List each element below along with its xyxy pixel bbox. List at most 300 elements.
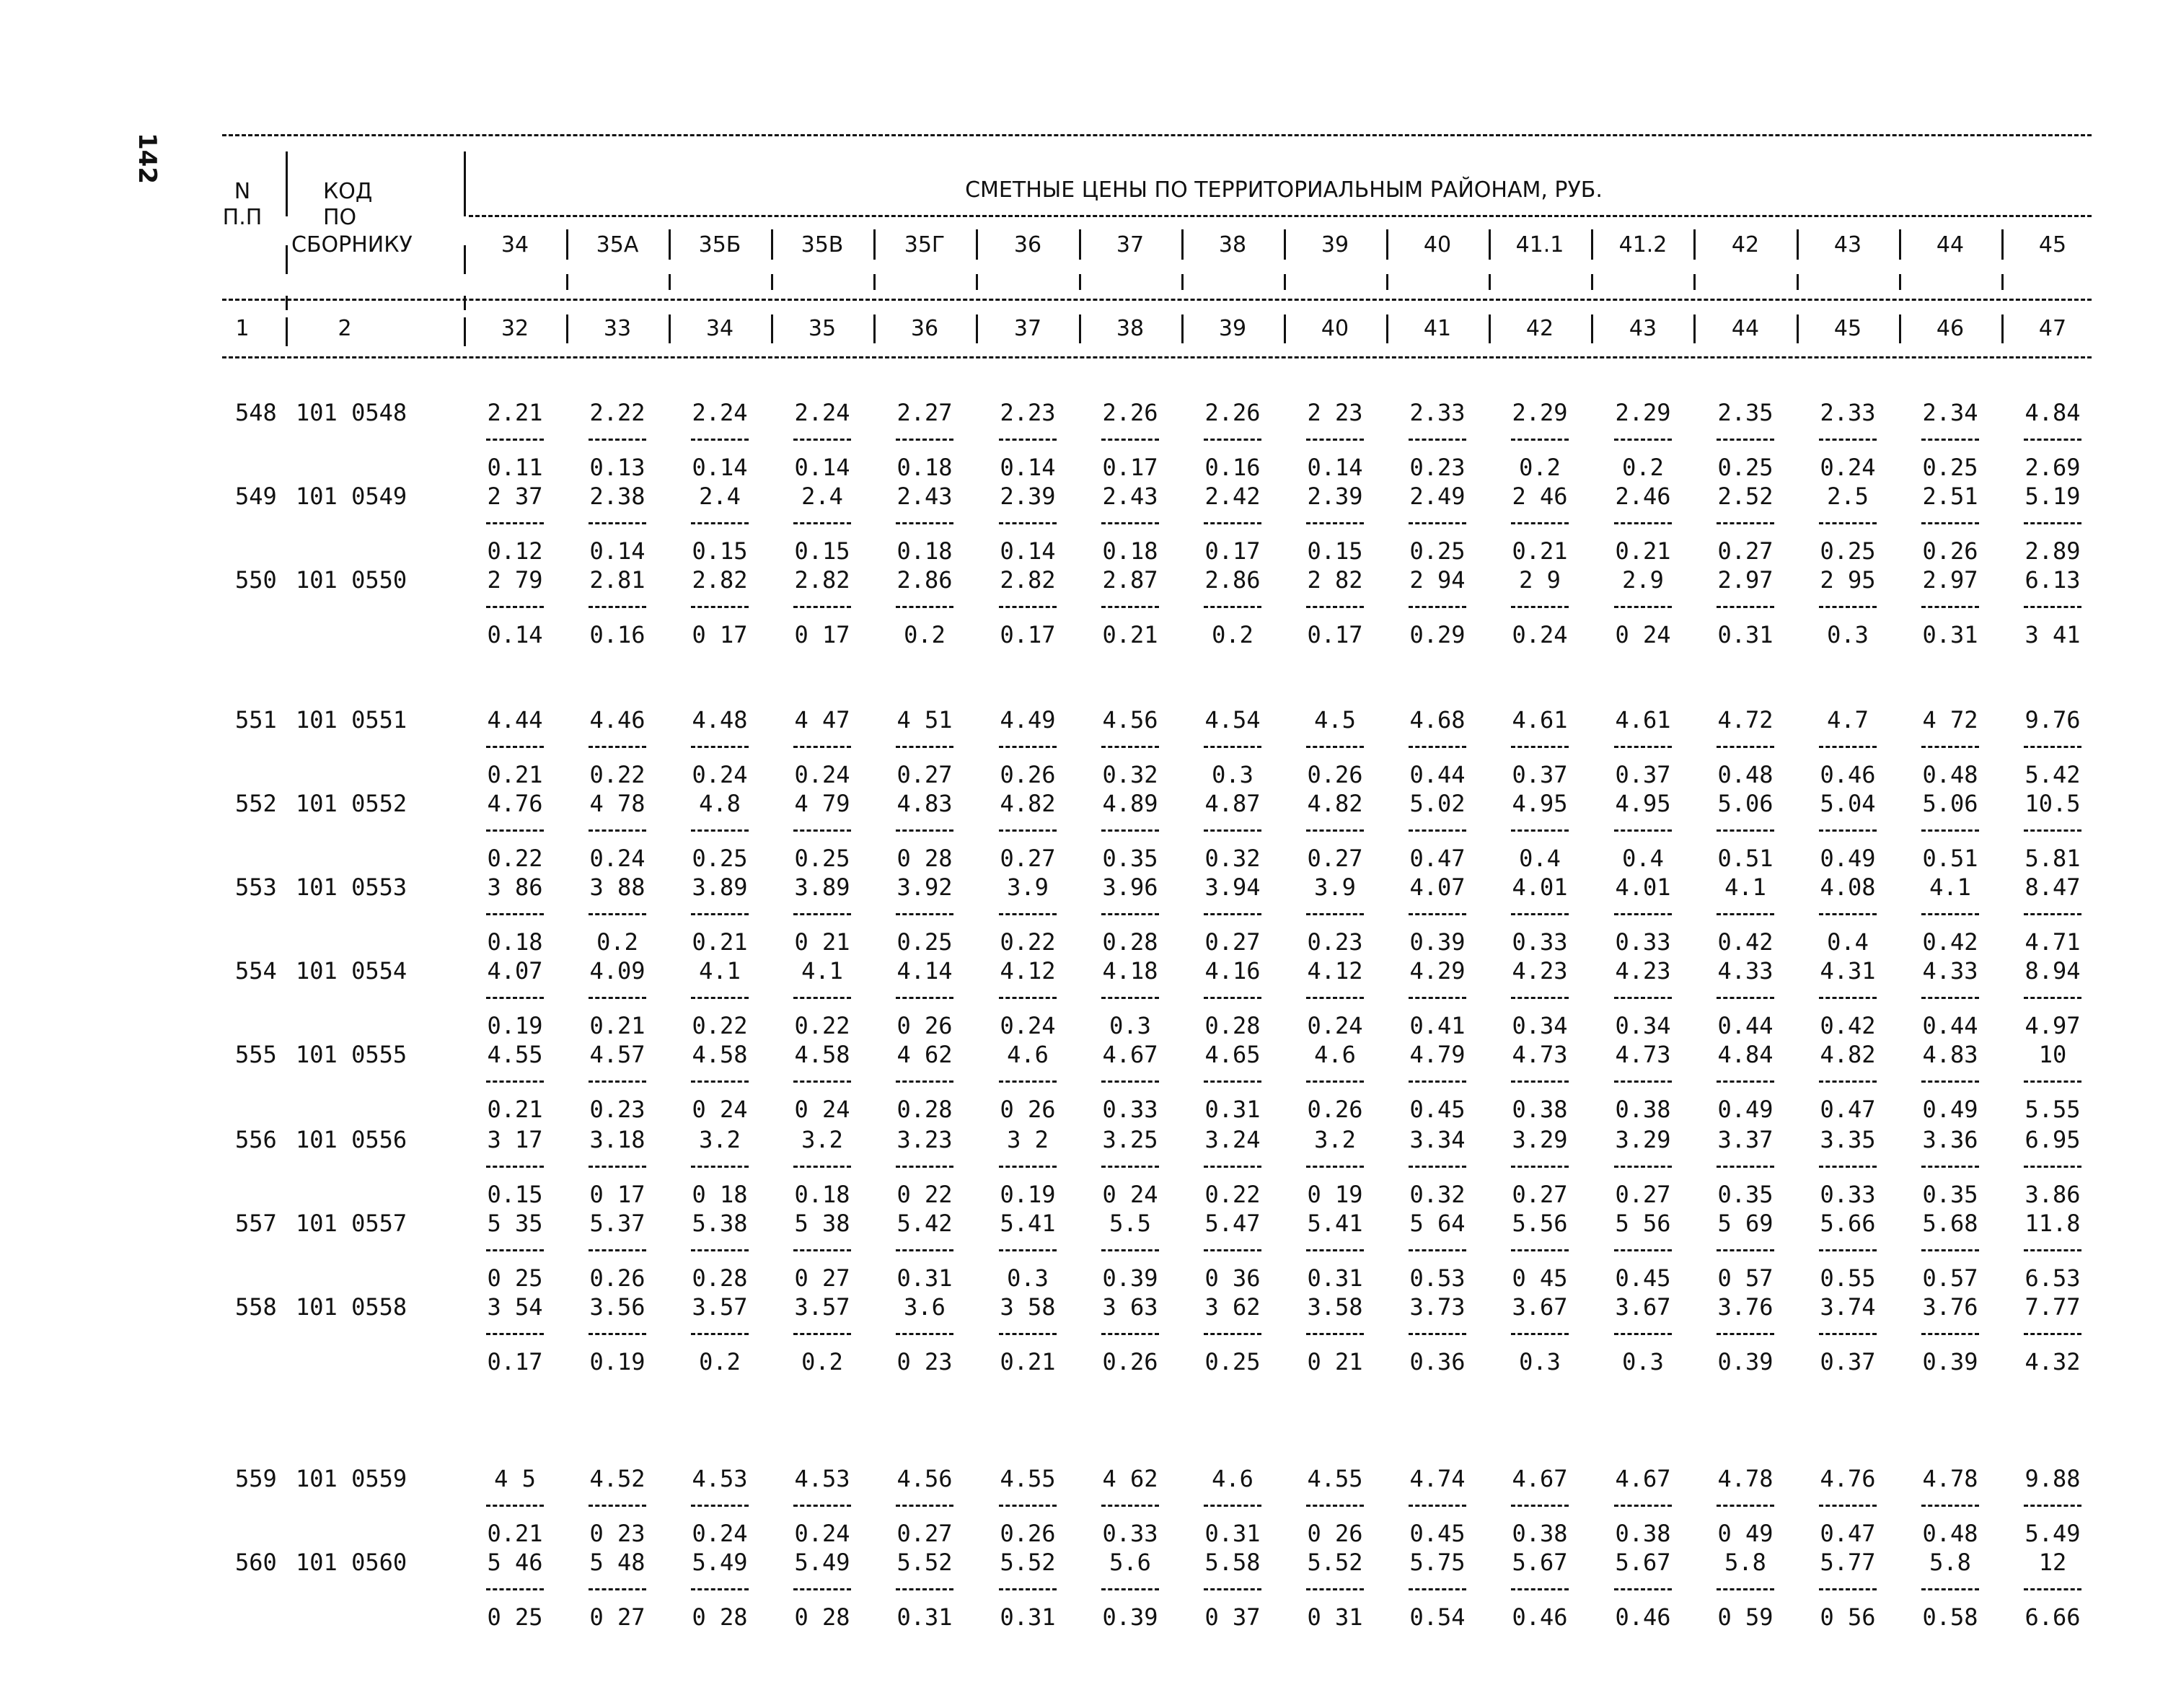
page-number: 142 [133, 133, 162, 184]
price-top: 5.42 [896, 1210, 953, 1237]
header-mid-rule [222, 299, 2092, 301]
fraction-line [1614, 1166, 1672, 1168]
fraction-line [1511, 1333, 1569, 1335]
fraction-line [793, 1588, 851, 1590]
price-top: 2.42 [1204, 483, 1261, 510]
price-bottom: 0.17 [1000, 621, 1056, 648]
price-bottom: 0.49 [1922, 1096, 1978, 1123]
price-bottom: 0 24 [794, 1096, 850, 1123]
price-top: 3.9 [1314, 873, 1356, 901]
price-top: 3.36 [1922, 1126, 1978, 1153]
fraction-line [1921, 1080, 1979, 1083]
price-top: 4.23 [1615, 957, 1671, 985]
fraction-line [896, 606, 953, 608]
fraction-line [1409, 1080, 1466, 1083]
fraction-line [896, 1588, 953, 1590]
price-top: 3.73 [1409, 1293, 1466, 1321]
price-bottom: 0.24 [692, 761, 748, 788]
price-bottom: 0.31 [896, 1264, 953, 1292]
fraction-line [1306, 1166, 1364, 1168]
price-bottom: 0 17 [794, 621, 850, 648]
fraction-line [589, 746, 646, 748]
price-bottom: 0.47 [1409, 845, 1466, 872]
fraction-line [589, 829, 646, 832]
price-bottom: 0.25 [1717, 454, 1774, 481]
column-separator [464, 296, 466, 310]
fraction-line [1204, 1080, 1261, 1083]
price-bottom: 0 24 [1615, 621, 1671, 648]
fraction-line [1101, 1166, 1159, 1168]
fraction-line [1511, 522, 1569, 524]
price-bottom: 0.38 [1512, 1096, 1568, 1123]
row-code: 101 0557 [296, 1210, 407, 1237]
price-top: 2.51 [1922, 483, 1978, 510]
price-top: 2 95 [1820, 566, 1876, 594]
price-bottom: 0.25 [692, 845, 748, 872]
price-bottom: 0.22 [1000, 928, 1056, 956]
price-bottom: 0.17 [1102, 454, 1158, 481]
price-bottom: 0.28 [896, 1096, 953, 1123]
header-n-label: N [234, 179, 251, 204]
fraction-line [486, 1249, 544, 1251]
price-top: 12 [2038, 1549, 2067, 1576]
price-bottom: 0.26 [1307, 761, 1363, 788]
price-top: 4.72 [1717, 706, 1774, 734]
fraction-line [1614, 829, 1672, 832]
price-top: 4.08 [1820, 873, 1876, 901]
price-top: 2.52 [1717, 483, 1774, 510]
price-top: 2.33 [1409, 399, 1466, 426]
fraction-line [486, 1588, 544, 1590]
price-top: 3 2 [1007, 1126, 1049, 1153]
price-top: 5.56 [1512, 1210, 1568, 1237]
fraction-line [1717, 1588, 1774, 1590]
price-top: 5.58 [1204, 1549, 1261, 1576]
price-top: 2 9 [1519, 566, 1561, 594]
column-separator [1797, 274, 1799, 290]
column-separator [2001, 314, 2004, 343]
column-separator [464, 317, 466, 346]
price-top: 4.65 [1204, 1041, 1261, 1068]
price-top: 2.5 [1827, 483, 1869, 510]
district-header: 35А [596, 232, 639, 257]
fraction-line [1921, 1588, 1979, 1590]
price-top: 5.47 [1204, 1210, 1261, 1237]
price-bottom: 0.54 [1409, 1603, 1466, 1631]
price-bottom: 0.32 [1409, 1181, 1466, 1208]
price-top: 4.46 [589, 706, 646, 734]
price-top: 4.73 [1615, 1041, 1671, 1068]
row-code: 101 0560 [296, 1549, 407, 1576]
column-separator [873, 229, 876, 260]
price-bottom: 0.39 [1409, 928, 1466, 956]
price-bottom: 0.2 [596, 928, 638, 956]
fraction-line [691, 1505, 749, 1507]
column-separator [1797, 229, 1799, 260]
column-separator [976, 274, 978, 290]
price-top: 5.5 [1109, 1210, 1151, 1237]
price-top: 4.55 [487, 1041, 543, 1068]
fraction-line [1204, 746, 1261, 748]
fraction-line [1306, 606, 1364, 608]
price-top: 4.78 [1922, 1465, 1978, 1492]
price-top: 4.6 [1212, 1465, 1253, 1492]
price-bottom: 5.81 [2024, 845, 2081, 872]
fraction-line [1614, 1080, 1672, 1083]
fraction-line [1409, 1166, 1466, 1168]
fraction-line [999, 1166, 1057, 1168]
column-separator [1284, 314, 1286, 343]
district-header: 35Г [904, 232, 946, 257]
fraction-line [1101, 606, 1159, 608]
price-bottom: 0.25 [1922, 454, 1978, 481]
price-bottom: 0.46 [1820, 761, 1876, 788]
fraction-line [1306, 1249, 1364, 1251]
district-header: 40 [1423, 232, 1452, 257]
price-bottom: 0 18 [692, 1181, 748, 1208]
price-bottom: 0.14 [487, 621, 543, 648]
price-bottom: 0.33 [1102, 1520, 1158, 1547]
price-top: 3.2 [699, 1126, 741, 1153]
price-bottom: 0.31 [1717, 621, 1774, 648]
column-separator [1284, 274, 1286, 290]
price-top: 5 69 [1717, 1210, 1774, 1237]
price-top: 5.8 [1929, 1549, 1971, 1576]
price-top: 5 56 [1615, 1210, 1671, 1237]
fraction-line [793, 746, 851, 748]
fraction-line [896, 913, 953, 915]
fraction-line [793, 1080, 851, 1083]
price-bottom: 0.51 [1717, 845, 1774, 872]
price-top: 4.82 [1820, 1041, 1876, 1068]
price-top: 2 23 [1307, 399, 1363, 426]
price-bottom: 2.89 [2024, 537, 2081, 565]
fraction-line [999, 1249, 1057, 1251]
price-bottom: 0.14 [692, 454, 748, 481]
fraction-line [1614, 913, 1672, 915]
row-code: 101 0552 [296, 790, 407, 817]
fraction-line [1921, 829, 1979, 832]
price-top: 4 47 [794, 706, 850, 734]
index-cell: 33 [603, 316, 632, 341]
price-bottom: 0 22 [896, 1181, 953, 1208]
fraction-line [793, 997, 851, 999]
fraction-line [1204, 606, 1261, 608]
price-bottom: 0.31 [1922, 621, 1978, 648]
price-top: 4.48 [692, 706, 748, 734]
fraction-line [486, 829, 544, 832]
fraction-line [999, 997, 1057, 999]
price-bottom: 0.2 [1212, 621, 1253, 648]
price-bottom: 0 26 [1307, 1520, 1363, 1547]
price-bottom: 0.33 [1512, 928, 1568, 956]
column-separator [873, 274, 876, 290]
index-cell: 37 [1013, 316, 1042, 341]
price-top: 3 62 [1204, 1293, 1261, 1321]
fraction-line [2024, 913, 2081, 915]
price-bottom: 0.24 [692, 1520, 748, 1547]
fraction-line [691, 1249, 749, 1251]
price-bottom: 0.35 [1717, 1181, 1774, 1208]
price-bottom: 0.21 [1512, 537, 1568, 565]
fraction-line [793, 1505, 851, 1507]
fraction-line [1819, 1333, 1877, 1335]
header-code-label: КОД [323, 179, 373, 204]
price-bottom: 0.2 [699, 1348, 741, 1375]
price-bottom: 0 17 [589, 1181, 646, 1208]
price-top: 5 46 [487, 1549, 543, 1576]
fraction-line [1717, 913, 1774, 915]
fraction-line [1409, 439, 1466, 441]
price-top: 4.8 [699, 790, 741, 817]
fraction-line [2024, 1080, 2081, 1083]
price-bottom: 0.45 [1615, 1264, 1671, 1292]
price-bottom: 0.39 [1102, 1603, 1158, 1631]
price-bottom: 0.33 [1820, 1181, 1876, 1208]
district-header: 39 [1321, 232, 1349, 257]
price-bottom: 0.27 [1307, 845, 1363, 872]
fraction-line [1819, 913, 1877, 915]
price-bottom: 0.25 [896, 928, 953, 956]
price-top: 4.01 [1615, 873, 1671, 901]
column-separator [976, 314, 978, 343]
fraction-line [999, 1080, 1057, 1083]
price-bottom: 0 56 [1820, 1603, 1876, 1631]
fraction-line [1511, 1080, 1569, 1083]
price-bottom: 0.15 [487, 1181, 543, 1208]
price-bottom: 0.38 [1512, 1520, 1568, 1547]
fraction-line [793, 1166, 851, 1168]
price-bottom: 0.36 [1409, 1348, 1466, 1375]
row-number: 553 [235, 873, 277, 901]
fraction-line [1204, 439, 1261, 441]
column-separator [1079, 274, 1081, 290]
price-top: 4.16 [1204, 957, 1261, 985]
fraction-line [896, 829, 953, 832]
price-top: 2.9 [1622, 566, 1664, 594]
fraction-line [589, 997, 646, 999]
fraction-line [896, 1080, 953, 1083]
fraction-line [486, 913, 544, 915]
price-top: 4.23 [1512, 957, 1568, 985]
price-top: 4.84 [2024, 399, 2081, 426]
price-top: 3.29 [1615, 1126, 1671, 1153]
column-separator [464, 151, 466, 216]
price-bottom: 0.46 [1512, 1603, 1568, 1631]
fraction-line [691, 1333, 749, 1335]
fraction-line [2024, 606, 2081, 608]
fraction-line [1204, 829, 1261, 832]
index-cell: 46 [1936, 316, 1965, 341]
fraction-line [1819, 1505, 1877, 1507]
price-bottom: 0.51 [1922, 845, 1978, 872]
price-bottom: 0.27 [896, 1520, 953, 1547]
price-bottom: 0.21 [1102, 621, 1158, 648]
price-bottom: 3.86 [2024, 1181, 2081, 1208]
price-bottom: 0.48 [1922, 761, 1978, 788]
price-bottom: 0.3 [1007, 1264, 1049, 1292]
row-number: 556 [235, 1126, 277, 1153]
price-top: 2.29 [1512, 399, 1568, 426]
fraction-line [1204, 997, 1261, 999]
price-top: 4.7 [1827, 706, 1869, 734]
price-bottom: 0 27 [794, 1264, 850, 1292]
index-cell: 38 [1116, 316, 1145, 341]
fraction-line [2024, 1166, 2081, 1168]
price-top: 2.86 [896, 566, 953, 594]
fraction-line [1921, 1166, 1979, 1168]
price-top: 3.2 [801, 1126, 843, 1153]
price-top: 5.68 [1922, 1210, 1978, 1237]
fraction-line [1921, 606, 1979, 608]
fraction-line [1717, 746, 1774, 748]
price-bottom: 0 25 [487, 1264, 543, 1292]
price-top: 5.6 [1109, 1549, 1151, 1576]
fraction-line [486, 1080, 544, 1083]
price-top: 2.4 [699, 483, 741, 510]
fraction-line [1101, 746, 1159, 748]
price-bottom: 0.31 [1000, 1603, 1056, 1631]
price-top: 4.87 [1204, 790, 1261, 817]
fraction-line [1819, 829, 1877, 832]
price-top: 3.57 [692, 1293, 748, 1321]
index-cell: 44 [1731, 316, 1760, 341]
index-cell: 43 [1629, 316, 1657, 341]
price-bottom: 0 24 [1102, 1181, 1158, 1208]
price-top: 2.24 [794, 399, 850, 426]
price-bottom: 0 45 [1512, 1264, 1568, 1292]
price-bottom: 0.39 [1922, 1348, 1978, 1375]
district-header: 36 [1013, 232, 1042, 257]
fraction-line [1204, 1249, 1261, 1251]
price-top: 4 5 [494, 1465, 536, 1492]
price-top: 4.67 [1102, 1041, 1158, 1068]
price-bottom: 0 31 [1307, 1603, 1363, 1631]
price-bottom: 0.37 [1820, 1348, 1876, 1375]
fraction-line [1921, 1505, 1979, 1507]
price-bottom: 0.14 [794, 454, 850, 481]
row-number: 549 [235, 483, 277, 510]
price-bottom: 0 19 [1307, 1181, 1363, 1208]
fraction-line [2024, 997, 2081, 999]
fraction-line [1409, 1333, 1466, 1335]
column-separator [1489, 229, 1491, 260]
fraction-line [1409, 829, 1466, 832]
fraction-line [1511, 439, 1569, 441]
price-bottom: 0.27 [1000, 845, 1056, 872]
price-top: 5 64 [1409, 1210, 1466, 1237]
price-bottom: 0 21 [794, 928, 850, 956]
price-top: 3.57 [794, 1293, 850, 1321]
fraction-line [1717, 1166, 1774, 1168]
price-top: 4.31 [1820, 957, 1876, 985]
fraction-line [486, 746, 544, 748]
price-top: 2.27 [896, 399, 953, 426]
fraction-line [896, 746, 953, 748]
fraction-line [691, 1080, 749, 1083]
price-top: 5.02 [1409, 790, 1466, 817]
price-bottom: 0.25 [794, 845, 850, 872]
price-top: 4.12 [1000, 957, 1056, 985]
price-top: 4.01 [1512, 873, 1568, 901]
index-cell: 32 [501, 316, 529, 341]
price-top: 2.24 [692, 399, 748, 426]
price-top: 2.29 [1615, 399, 1671, 426]
row-code: 101 0555 [296, 1041, 407, 1068]
district-header: 41.2 [1618, 232, 1667, 257]
fraction-line [999, 1505, 1057, 1507]
price-top: 3 86 [487, 873, 543, 901]
price-bottom: 0.15 [794, 537, 850, 565]
price-bottom: 0.35 [1922, 1181, 1978, 1208]
price-top: 3.56 [589, 1293, 646, 1321]
price-top: 4.67 [1615, 1465, 1671, 1492]
row-code: 101 0556 [296, 1126, 407, 1153]
fraction-line [1614, 606, 1672, 608]
header-top-rule [222, 134, 2092, 136]
fraction-line [1409, 746, 1466, 748]
price-bottom: 0.17 [487, 1348, 543, 1375]
price-bottom: 0 27 [589, 1603, 646, 1631]
column-separator [1489, 314, 1491, 343]
price-top: 2 79 [487, 566, 543, 594]
price-top: 4.61 [1615, 706, 1671, 734]
fraction-line [1819, 1080, 1877, 1083]
column-separator [286, 245, 288, 274]
price-top: 3 17 [487, 1126, 543, 1153]
fraction-line [691, 522, 749, 524]
header-bottom-rule [222, 356, 2092, 358]
column-separator [771, 274, 773, 290]
price-bottom: 0.3 [1827, 621, 1869, 648]
fraction-line [589, 1588, 646, 1590]
fraction-line [1614, 997, 1672, 999]
price-top: 5 38 [794, 1210, 850, 1237]
price-bottom: 2.69 [2024, 454, 2081, 481]
fraction-line [793, 439, 851, 441]
price-top: 3.76 [1717, 1293, 1774, 1321]
price-bottom: 0.49 [1717, 1096, 1774, 1123]
index-cell: 40 [1321, 316, 1349, 341]
fraction-line [486, 1166, 544, 1168]
fraction-line [1409, 1505, 1466, 1507]
price-bottom: 0.18 [487, 928, 543, 956]
price-top: 2.39 [1307, 483, 1363, 510]
fraction-line [1614, 439, 1672, 441]
fraction-line [896, 1166, 953, 1168]
index-cell: 35 [808, 316, 837, 341]
fraction-line [589, 1166, 646, 1168]
column-separator [976, 229, 978, 260]
column-separator [1079, 229, 1081, 260]
price-top: 2.34 [1922, 399, 1978, 426]
price-bottom: 0.13 [589, 454, 646, 481]
fraction-line [1921, 746, 1979, 748]
price-bottom: 0.26 [1000, 761, 1056, 788]
price-top: 3.67 [1615, 1293, 1671, 1321]
fraction-line [1101, 522, 1159, 524]
fraction-line [1101, 439, 1159, 441]
price-top: 5.75 [1409, 1549, 1466, 1576]
fraction-line [1921, 522, 1979, 524]
price-top: 2.43 [1102, 483, 1158, 510]
fraction-line [1717, 829, 1774, 832]
column-separator [1591, 314, 1593, 343]
price-bottom: 0.2 [904, 621, 946, 648]
price-bottom: 0.27 [1512, 1181, 1568, 1208]
price-bottom: 4.71 [2024, 928, 2081, 956]
price-bottom: 0.23 [1307, 928, 1363, 956]
